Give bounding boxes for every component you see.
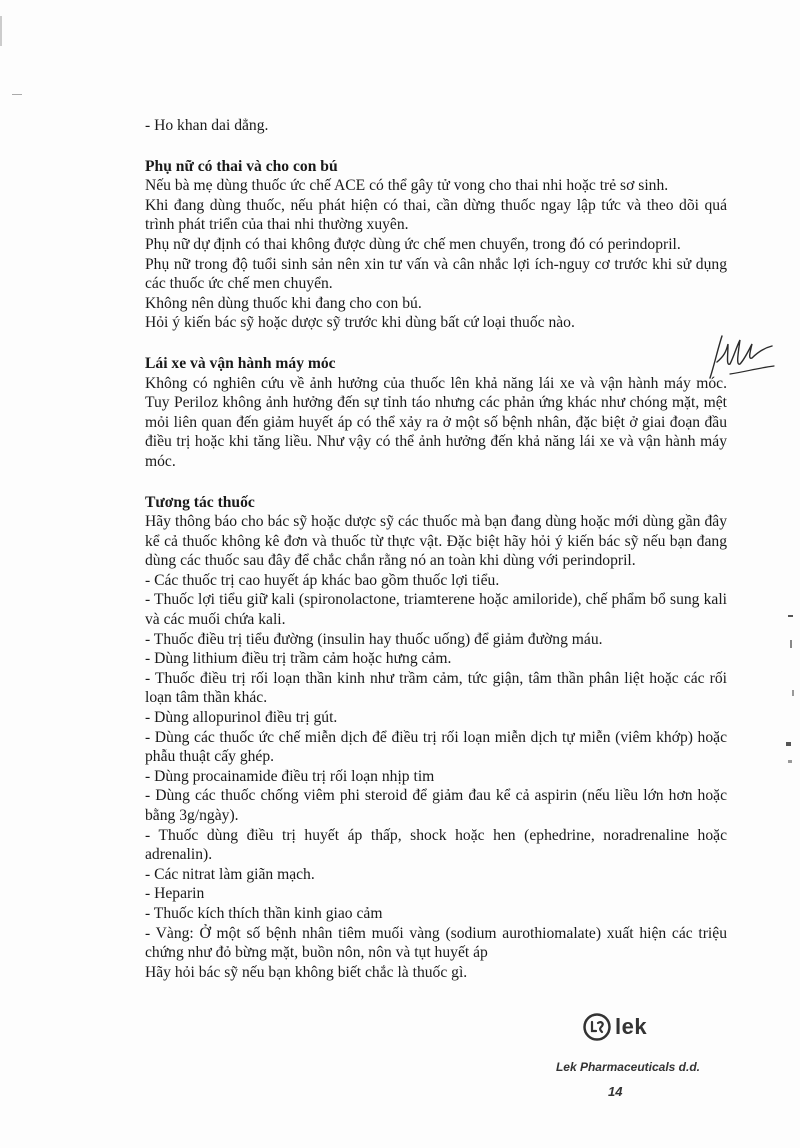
- interactions-closing: Hãy hỏi bác sỹ nếu bạn không biết chắc là thuốc gì.: [145, 963, 468, 981]
- interactions-heading: Tương tác thuốc: [145, 493, 255, 511]
- document-body: [145, 116, 727, 982]
- page-number: 14: [608, 1084, 623, 1099]
- interaction-item: - Các nitrat làm giãn mạch.: [145, 865, 315, 883]
- signature-mark: [700, 326, 780, 382]
- interaction-item: - Dùng lithium điều trị trầm cảm hoặc hưng cảm.: [145, 650, 452, 668]
- scan-artifact: [786, 742, 791, 746]
- pregnancy-line: Phụ nữ trong độ tuổi sinh sản nên xin tư vấn và cân nhắc lợi ích-nguy cơ trước khi sử dụng các thuốc ức chế men chuyển.: [145, 255, 727, 293]
- interaction-item: - Thuốc dùng điều trị huyết áp thấp, shock hoặc hen (ephedrine, noradrenaline hoặc adrenalin).: [145, 826, 727, 864]
- scan-artifact: [0, 16, 2, 46]
- pregnancy-line: Phụ nữ dự định có thai không được dùng ức chế men chuyển, trong đó có perindopril.: [145, 235, 681, 253]
- pregnancy-line: Khi đang dùng thuốc, nếu phát hiện có thai, cần dừng thuốc ngay lập tức và theo dõi quá trình phát triển của thai nhi thường xuyên.: [145, 196, 727, 234]
- driving-text: Không có nghiên cứu về ảnh hưởng của thuốc lên khả năng lái xe và vận hành máy móc. Tuy Periloz không ảnh hưởng đến sự tỉnh táo nhưng các phản ứng khác như chóng mặt, mệt mỏi liên quan đến giảm huyết áp có thể xảy ra ở một số bệnh nhân, đặc biệt ở giai đoạn đầu điều trị hoặc khi tăng liều. Như vậy có thể ảnh hưởng đến khả năng lái xe và vận hành máy móc.: [145, 374, 727, 470]
- lek-logo-icon: [583, 1013, 611, 1041]
- company-name: Lek Pharmaceuticals d.d.: [555, 1060, 700, 1074]
- interaction-item: - Vàng: Ở một số bệnh nhân tiêm muối vàng (sodium aurothiomalate) xuất hiện các triệu chứng như đỏ bừng mặt, buồn nôn, nôn và tụt huyết áp: [145, 924, 727, 962]
- interactions-intro: Hãy thông báo cho bác sỹ hoặc dược sỹ các thuốc mà bạn đang dùng hoặc mới dùng gần đây kể cả thuốc không kê đơn và thuốc từ thực vật. Đặc biệt hãy hỏi ý kiến bác sỹ nếu bạn đang dùng các thuốc sau đây để chắc chắn rằng nó an toàn khi dùng với perindopril.: [145, 513, 727, 570]
- logo-text: lek: [615, 1014, 648, 1039]
- pregnancy-line: Hỏi ý kiến bác sỹ hoặc dược sỹ trước khi dùng bất cứ loại thuốc nào.: [145, 314, 575, 332]
- pregnancy-line: Không nên dùng thuốc khi đang cho con bú.: [145, 294, 422, 312]
- interaction-item: - Dùng allopurinol điều trị gút.: [145, 709, 338, 727]
- scan-artifact: [12, 94, 22, 95]
- interaction-item: - Thuốc lợi tiểu giữ kali (spironolactone, triamterene hoặc amiloride), chế phẩm bổ sung kali và các muối chứa kali.: [145, 591, 727, 629]
- pregnancy-line: Nếu bà mẹ dùng thuốc ức chế ACE có thể gây tử vong cho thai nhi hoặc trẻ sơ sinh.: [145, 177, 669, 195]
- interaction-item: - Thuốc điều trị rối loạn thần kinh như trầm cảm, tức giận, tâm thần phân liệt hoặc các rối loạn tâm thần khác.: [145, 669, 727, 707]
- interaction-item: - Các thuốc trị cao huyết áp khác bao gồm thuốc lợi tiểu.: [145, 571, 500, 589]
- interaction-item: - Thuốc kích thích thần kinh giao cảm: [145, 904, 383, 922]
- interaction-item: - Thuốc điều trị tiểu đường (insulin hay thuốc uống) để giảm đường máu.: [145, 630, 603, 648]
- scan-artifact: [790, 640, 792, 648]
- pregnancy-heading: Phụ nữ có thai và cho con bú: [145, 157, 338, 175]
- interaction-item: - Dùng các thuốc ức chế miễn dịch để điều trị rối loạn miễn dịch tự miễn (viêm khớp) hoặc phẫu thuật cấy ghép.: [145, 728, 727, 766]
- interaction-item: - Dùng các thuốc chống viêm phi steroid để giảm đau kể cả aspirin (nếu liều lớn hơn hoặc bằng 3g/ngày).: [145, 787, 727, 824]
- interaction-item: - Dùng procainamide điều trị rối loạn nhịp tim: [145, 767, 435, 785]
- interaction-item: - Heparin: [145, 885, 205, 903]
- scan-artifact: [788, 615, 793, 617]
- scan-artifact: [788, 760, 792, 763]
- intro-line: - Ho khan dai dẳng.: [145, 117, 269, 134]
- scan-artifact: [792, 690, 794, 696]
- driving-heading: Lái xe và vận hành máy móc: [145, 354, 336, 372]
- company-logo: [583, 1013, 647, 1041]
